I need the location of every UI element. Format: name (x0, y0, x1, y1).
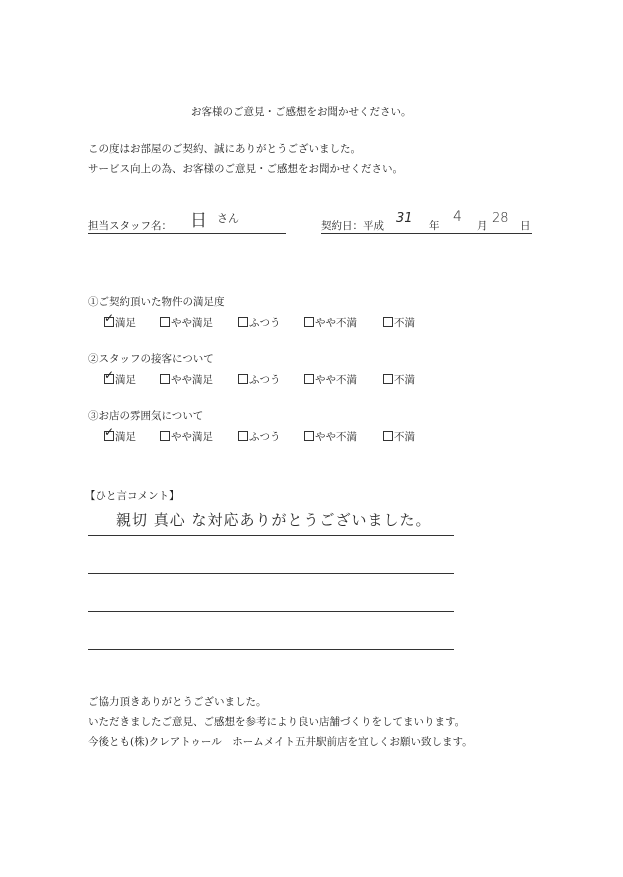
q2-option-fuman[interactable]: 不満 (383, 372, 415, 387)
checkbox[interactable] (238, 317, 248, 327)
checkbox[interactable] (238, 374, 248, 384)
year-unit: 年 (429, 220, 440, 232)
checkbox[interactable] (304, 317, 314, 327)
comment-title: 【ひと言コメント】 (85, 490, 180, 502)
comment-line-1 (88, 535, 454, 536)
comment-line-3 (88, 611, 454, 612)
checkbox[interactable] (383, 374, 393, 384)
question-1-title: ①ご契約頂いた物件の満足度 (88, 296, 225, 308)
q1-option-manzoku[interactable]: ✓ 満足 (104, 311, 136, 329)
q3-option-fuman[interactable]: 不満 (383, 429, 415, 444)
comment-line-4 (88, 649, 454, 650)
era-year-value[interactable]: 31 (396, 211, 413, 226)
checkbox[interactable] (238, 431, 248, 441)
checkbox[interactable] (304, 374, 314, 384)
q2-option-yaya-fuman[interactable]: やや不満 (304, 372, 357, 387)
q1-option-yaya-fuman[interactable]: やや不満 (304, 315, 357, 330)
staff-name-value[interactable]: 日 (190, 211, 207, 231)
month-unit: 月 (477, 220, 488, 232)
q1-option-yaya-manzoku[interactable]: やや満足 (160, 315, 213, 330)
checkbox-checked[interactable]: ✓ (104, 425, 115, 439)
comment-handwritten-text[interactable]: 親切 真心 な対応ありがとうございました。 (116, 511, 432, 529)
closing-line-3: 今後とも(株)クレアトゥール ホームメイト五井駅前店を宜しくお願い致します。 (88, 736, 473, 748)
checkbox[interactable] (383, 431, 393, 441)
closing-line-2: いただきましたご意見、ご感想を参考により良い店舗づくりをしてまいります。 (88, 716, 466, 728)
checkbox[interactable] (383, 317, 393, 327)
contract-underline (321, 233, 532, 234)
checkbox[interactable] (160, 431, 170, 441)
intro-line-1: この度はお部屋のご契約、誠にありがとうございました。 (88, 143, 361, 155)
q3-option-manzoku[interactable]: ✓ 満足 (104, 425, 136, 443)
q2-option-futsuu[interactable]: ふつう (238, 372, 281, 387)
checkbox[interactable] (160, 374, 170, 384)
staff-suffix: さん (217, 212, 239, 225)
q1-option-futsuu[interactable]: ふつう (238, 315, 281, 330)
q3-option-futsuu[interactable]: ふつう (238, 429, 281, 444)
q1-option-fuman[interactable]: 不満 (383, 315, 415, 330)
checkbox[interactable] (160, 317, 170, 327)
contract-date-label: 契約日：平成 (321, 220, 384, 232)
checkbox-checked[interactable]: ✓ (104, 368, 115, 382)
intro-line-2: サービス向上の為、お客様のご意見・ご感想をお聞かせください。 (88, 163, 403, 175)
checkbox-checked[interactable]: ✓ (104, 311, 115, 325)
q2-option-yaya-manzoku[interactable]: やや満足 (160, 372, 213, 387)
comment-line-2 (88, 573, 454, 574)
staff-label: 担当スタッフ名： (88, 220, 172, 232)
q3-option-yaya-fuman[interactable]: やや不満 (304, 429, 357, 444)
q3-option-yaya-manzoku[interactable]: やや満足 (160, 429, 213, 444)
closing-line-1: ご協力頂きありがとうございました。 (88, 696, 267, 708)
checkbox[interactable] (304, 431, 314, 441)
staff-underline (88, 233, 286, 234)
question-2-title: ②スタッフの接客について (88, 353, 214, 365)
month-value[interactable]: 4 (453, 209, 462, 225)
day-value[interactable]: 28 (492, 211, 509, 226)
question-3-title: ③お店の雰囲気について (88, 410, 204, 422)
day-unit: 日 (520, 220, 531, 232)
q2-option-manzoku[interactable]: ✓ 満足 (104, 368, 136, 386)
form-title: お客様のご意見・ご感想をお聞かせください。 (191, 106, 412, 118)
